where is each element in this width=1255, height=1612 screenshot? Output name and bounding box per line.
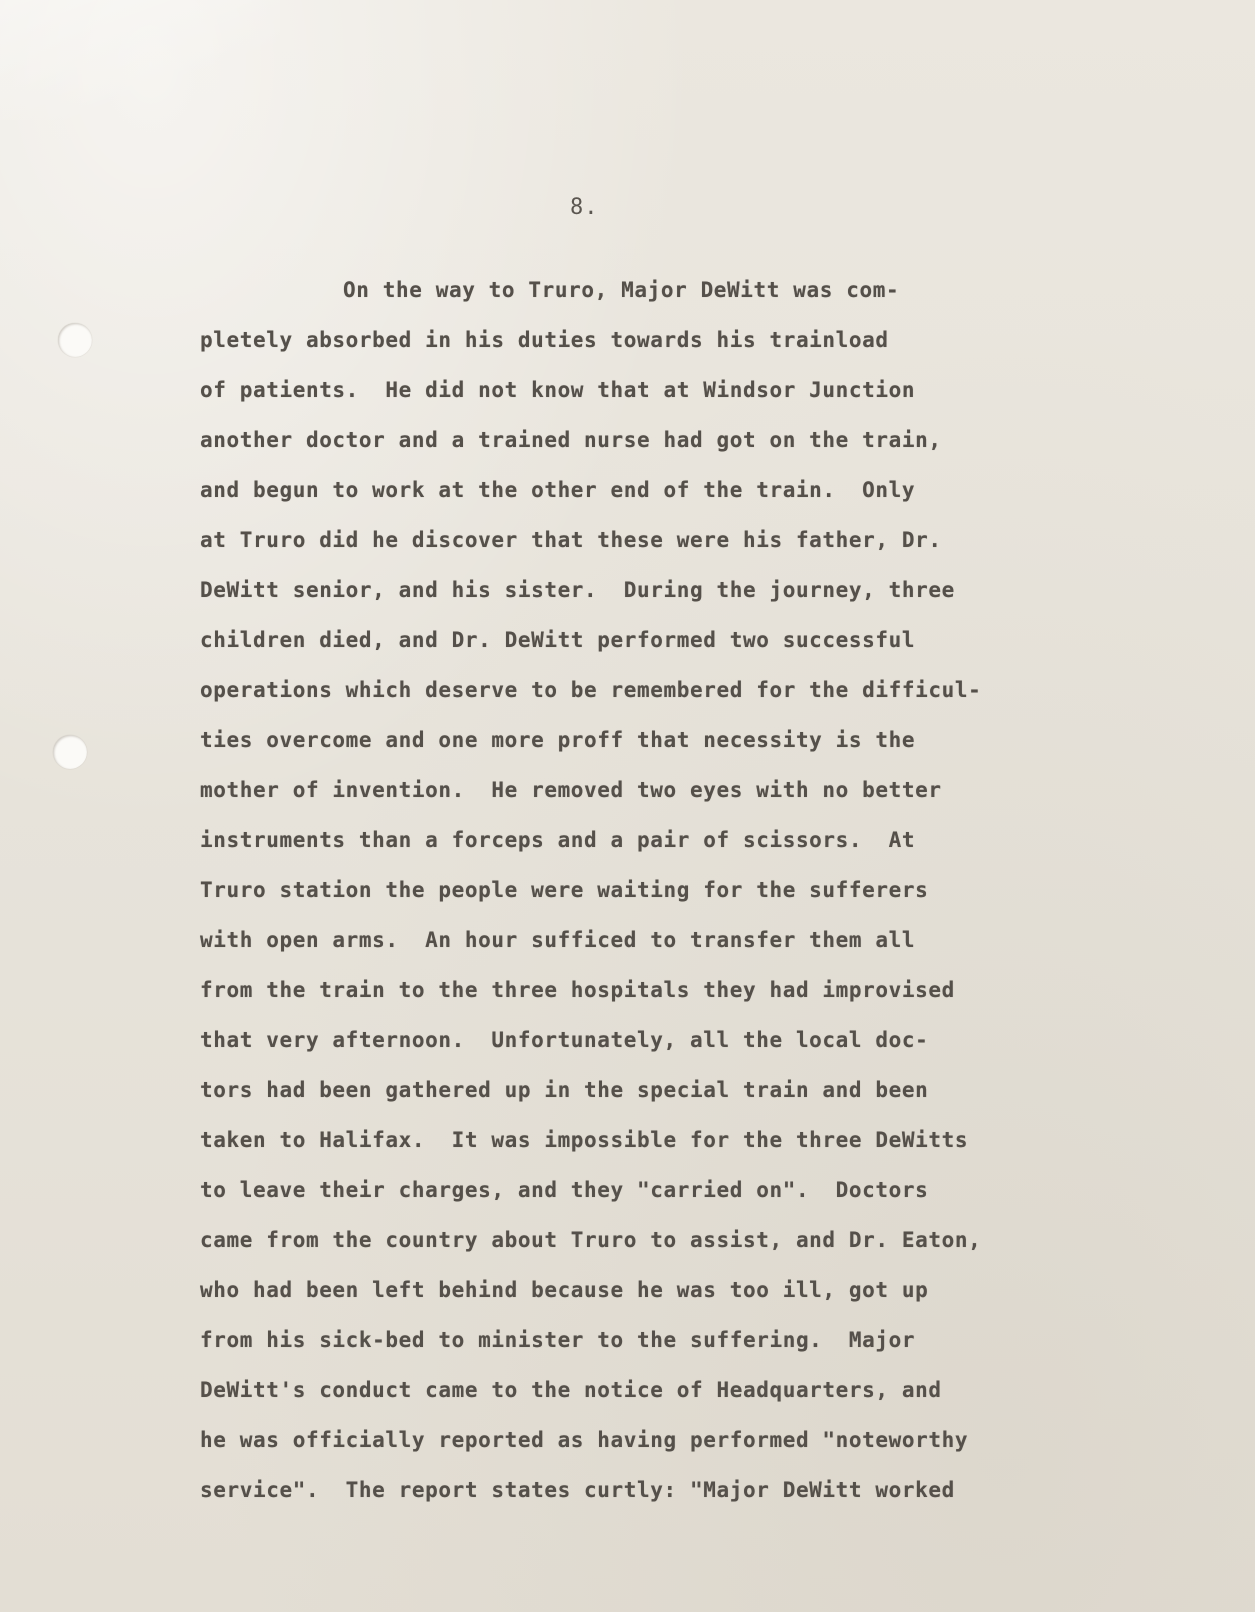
body-paragraph xyxy=(200,265,1210,1515)
text-line: instruments than a forceps and a pair of scissors. At xyxy=(200,828,916,852)
text-line: at Truro did he discover that these were his father, Dr. xyxy=(200,528,942,552)
text-line: from the train to the three hospitals they had improvised xyxy=(200,978,955,1002)
text-line: tors had been gathered up in the special train and been xyxy=(200,1078,929,1102)
text-line: from his sick-bed to minister to the suffering. Major xyxy=(200,1328,916,1352)
text-line: to leave their charges, and they "carried on". Doctors xyxy=(200,1178,929,1202)
text-line: pletely absorbed in his duties towards his trainload xyxy=(200,328,889,352)
text-line: mother of invention. He removed two eyes with no better xyxy=(200,778,942,802)
text-line: Truro station the people were waiting for the sufferers xyxy=(200,878,929,902)
text-line: taken to Halifax. It was impossible for the three DeWitts xyxy=(200,1128,969,1152)
text-line: with open arms. An hour sufficed to transfer them all xyxy=(200,928,916,952)
text-line: who had been left behind because he was too ill, got up xyxy=(200,1278,929,1302)
text-line: operations which deserve to be remembered for the difficul- xyxy=(200,678,982,702)
text-line: children died, and Dr. DeWitt performed two successful xyxy=(200,628,916,652)
text-line: ties overcome and one more proff that necessity is the xyxy=(200,728,916,752)
punch-hole-top xyxy=(58,323,92,357)
text-line: that very afternoon. Unfortunately, all the local doc- xyxy=(200,1028,929,1052)
text-line: came from the country about Truro to assist, and Dr. Eaton, xyxy=(200,1228,982,1252)
text-line: service". The report states curtly: "Major DeWitt worked xyxy=(200,1478,955,1502)
punch-hole-bottom xyxy=(53,735,87,769)
text-line: he was officially reported as having performed "noteworthy xyxy=(200,1428,969,1452)
text-line: DeWitt senior, and his sister. During the journey, three xyxy=(200,578,955,602)
paper-fold-shading xyxy=(0,0,280,120)
text-line: of patients. He did not know that at Windsor Junction xyxy=(200,378,916,402)
text-line: and begun to work at the other end of the train. Only xyxy=(200,478,916,502)
text-line: On the way to Truro, Major DeWitt was com- xyxy=(343,278,900,302)
text-line: another doctor and a trained nurse had got on the train, xyxy=(200,428,942,452)
text-line: DeWitt's conduct came to the notice of Headquarters, and xyxy=(200,1378,942,1402)
page-number: 8. xyxy=(570,195,599,220)
